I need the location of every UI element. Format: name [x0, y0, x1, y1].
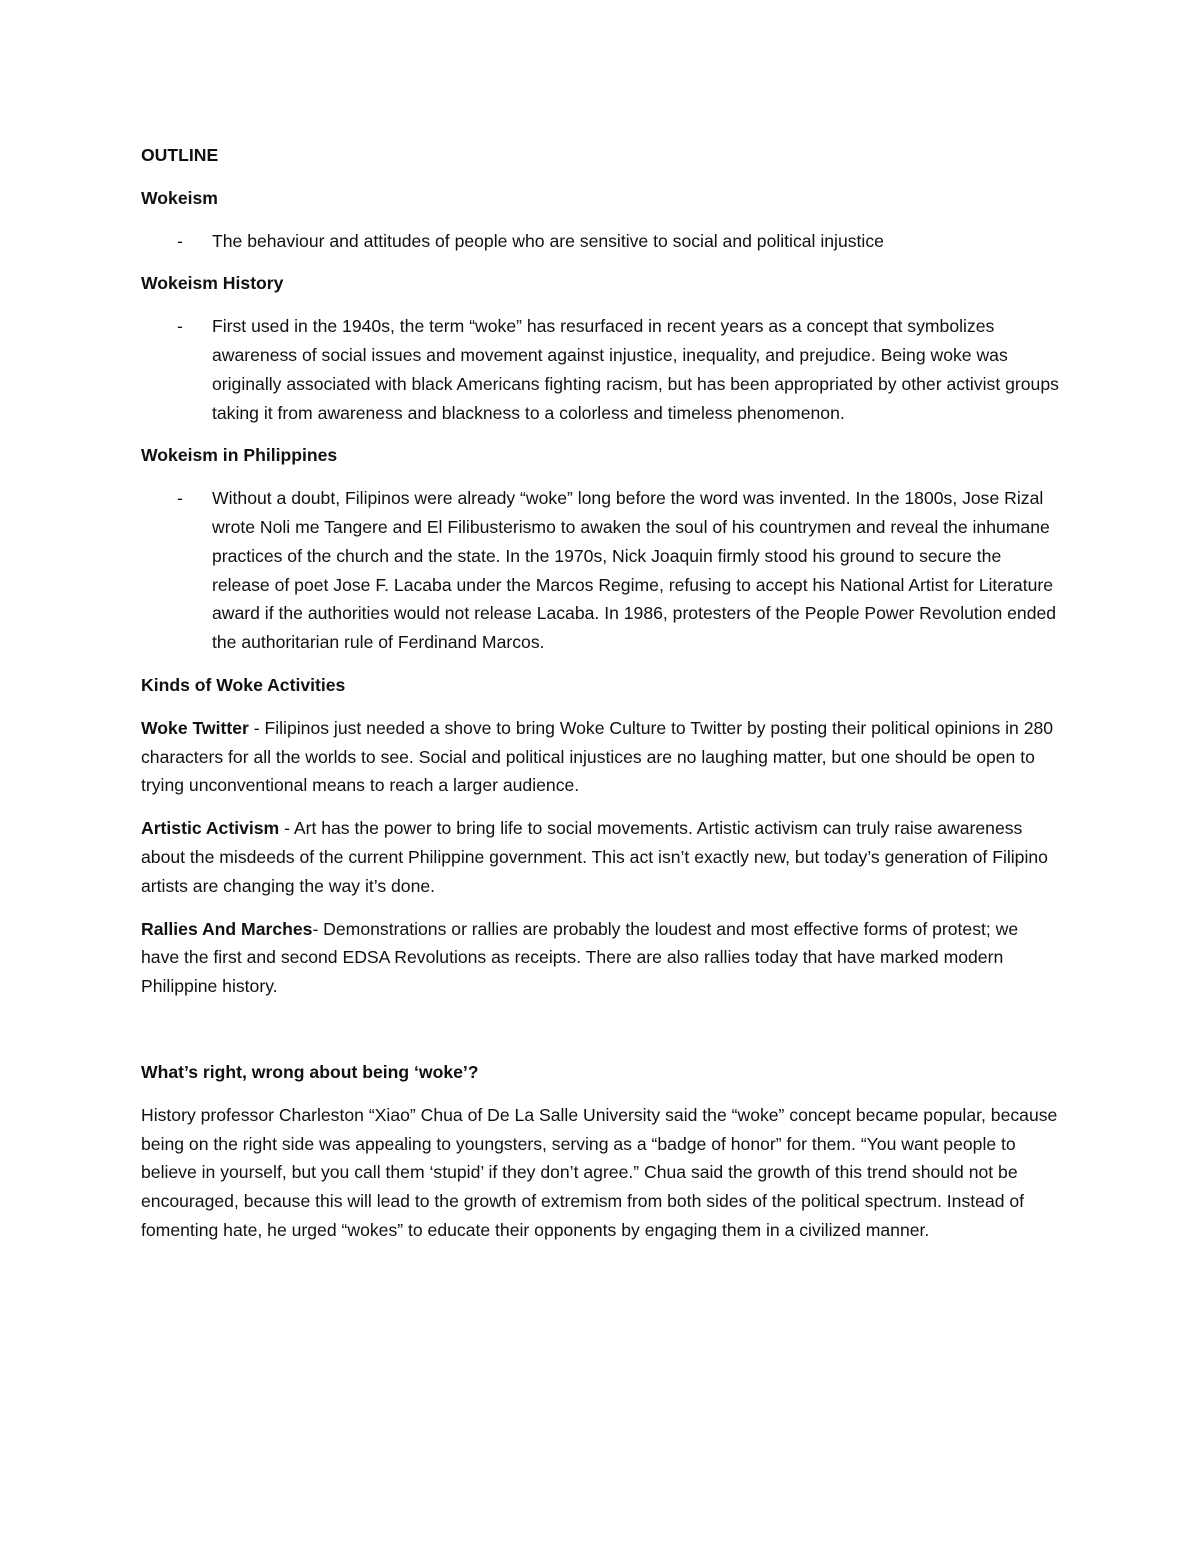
wokeism-definition: The behaviour and attitudes of people who are sensitive to social and political injustice	[212, 230, 884, 251]
kind-woke-twitter	[141, 714, 1060, 800]
kind-rallies-marches	[141, 915, 1060, 1001]
dash-marker: -	[177, 230, 183, 251]
right-wrong-body: History professor Charleston “Xiao” Chua of De La Salle University said the “woke” concept became popular, because being on the right side was appealing to youngsters, serving as a “badge of honor” for them. “You want people to believe in yourself, but you call them ‘stupid’ if they don’t agree.” Chua said the growth of this trend should not be encouraged, because this will lead to the growth of extremism from both sides of the political spectrum. Instead of fomenting hate, he urged “wokes” to educate their opponents by engaging them in a civilized manner.	[141, 1104, 1058, 1240]
kinds-heading: Kinds of Woke Activities	[141, 674, 346, 695]
wokeism-heading: Wokeism	[141, 187, 218, 208]
kind-artistic-activism	[141, 814, 1060, 900]
philippines-bullet	[141, 484, 1060, 657]
spacer	[141, 1015, 1060, 1058]
kind-description: - Demonstrations or rallies are probably the loudest and most effective forms of protest; we have the first and second EDSA Revolutions as receipts. There are also rallies today that have marked modern Philippine history.	[141, 918, 1019, 997]
dash-marker: -	[177, 316, 183, 337]
kind-description: - Art has the power to bring life to social movements. Artistic activism can truly raise awareness about the misdeeds of the current Philippine government. This act isn’t exactly new, but today’s generation of Filipino artists are changing the way it’s done.	[141, 818, 1048, 896]
right-wrong-heading: What’s right, wrong about being ‘woke’?	[141, 1061, 479, 1082]
kind-term: Rallies And Marches	[141, 918, 313, 939]
history-bullet	[141, 312, 1060, 427]
outline-title: OUTLINE	[141, 145, 219, 165]
philippines-heading: Wokeism in Philippines	[141, 445, 338, 466]
dash-marker: -	[177, 488, 183, 509]
history-heading: Wokeism History	[141, 273, 284, 294]
wokeism-bullet	[141, 227, 1060, 256]
kind-term: Woke Twitter	[141, 717, 249, 738]
history-text: First used in the 1940s, the term “woke” has resurfaced in recent years as a concept that symbolizes awareness of social issues and movement against injustice, inequality, and prejudice. Being woke was originally associated with black Americans fighting racism, but has been appropriated by other activist groups taking it from awareness and blackness to a colorless and timeless phenomenon.	[212, 316, 1059, 423]
kind-description: - Filipinos just needed a shove to bring Woke Culture to Twitter by posting their political opinions in 280 characters for all the worlds to see. Social and political injustices are no laughing matter, but one should be open to trying unconventional means to reach a larger audience.	[141, 717, 1054, 796]
kind-term: Artistic Activism	[141, 818, 280, 839]
philippines-text: Without a doubt, Filipinos were already “woke” long before the word was invented. In the 1800s, Jose Rizal wrote Noli me Tangere and El Filibusterismo to awaken the soul of his countrymen and reveal the inhumane practices of the church and the state. In the 1970s, Nick Joaquin firmly stood his ground to secure the release of poet Jose F. Lacaba under the Marcos Regime, refusing to accept his National Artist for Literature award if the authorities would not release Lacaba. In 1986, protesters of the People Power Revolution ended the authoritarian rule of Ferdinand Marcos.	[212, 488, 1057, 653]
